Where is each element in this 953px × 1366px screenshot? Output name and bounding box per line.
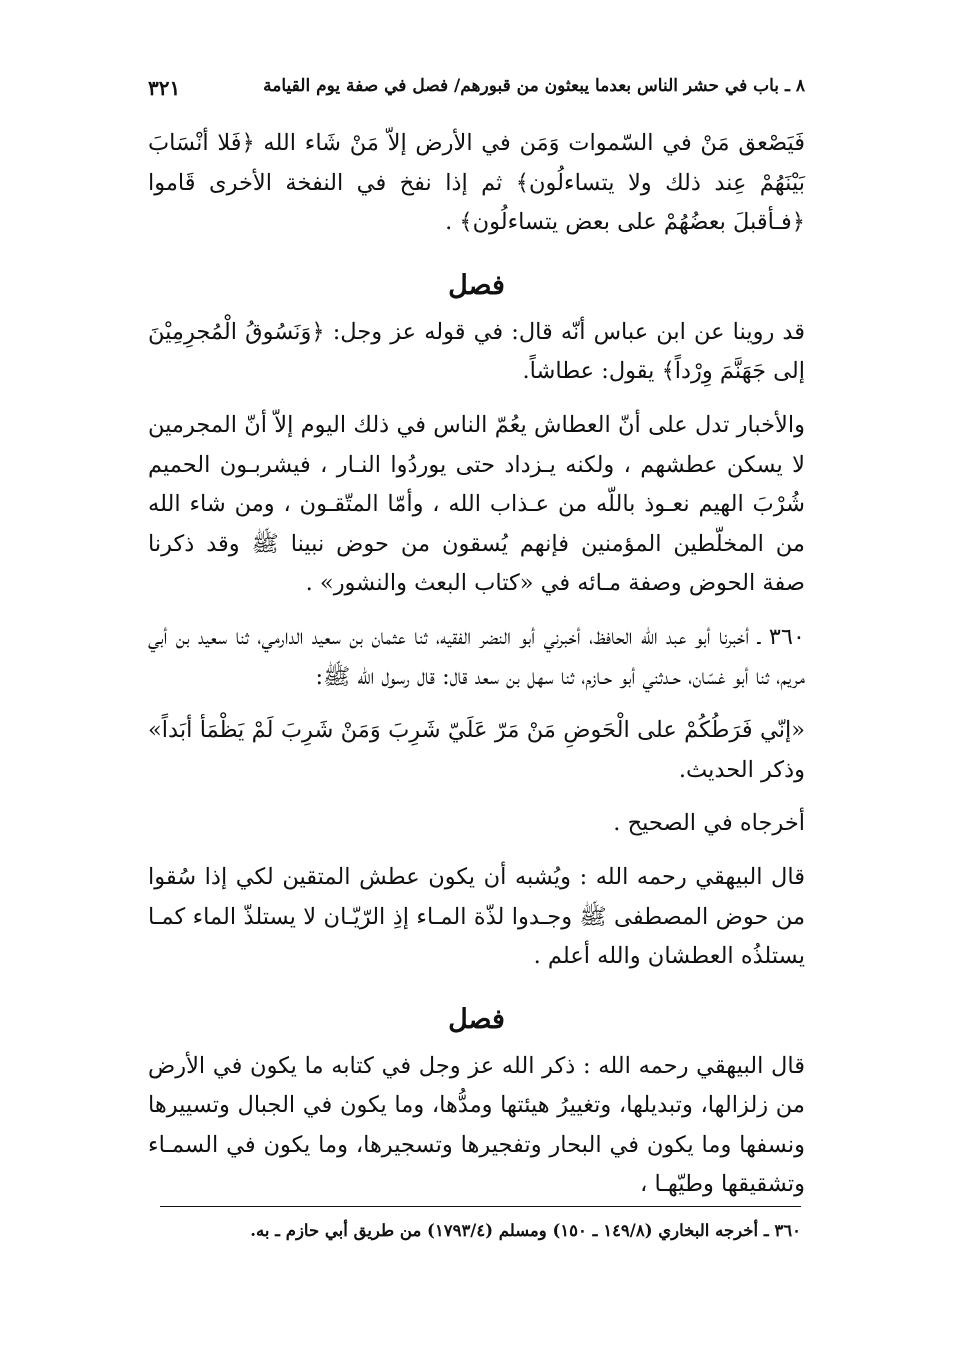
paragraph-2: قد روينا عن ابن عباس أنّه قال: في قوله عز وجل: ﴿وَنَسُوقُ الْمُجرِمِيْنَ إلى جَهَنَّمَ وِرْداً﴾ يقول: عطاشاً. [148, 318, 805, 385]
running-header [148, 76, 805, 106]
paragraph-4: ٣٦٠ ـ أخبرنا أبو عبد الله الحافظ، أخبرني أبو النضر الفقيه، ثنا عثمان بن سعيد الدارمي، ثنا سعيد بن أبي مريم، ثنا أبو غسّان، حـدثني أبو حـازم، ثنا سهل بن سعد قال: قال رسول الله ﷺ: [148, 623, 805, 690]
main-text [148, 124, 805, 1205]
footnote: ٣٦٠ ـ أخرجه البخاري (١٤٩/٨ ـ ١٥٠) ومسلم (١٧٩٣/٤) من طريق أبي حازم ـ به. [250, 1221, 801, 1240]
section-heading-1: فصل [448, 269, 505, 301]
page-number: ٣٢١ [148, 76, 181, 100]
header-title: ٨ ـ باب في حشر الناس بعدما يبعثون من قبورهم/ فصل في صفة يوم القيامة [263, 76, 805, 96]
paragraph-3: والأخبار تدل على أنّ العطاش يعُمّ الناس في ذلك اليوم إلاّ أنّ المجرمين لا يسكن عطشهم ، ولكنه يـزداد حتى يوردُوا النـار ، فيشربـون الحميم شُرْبَ الهيم نعـوذ باللّه من عـذاب الله ، وأمّا المتّقـون ، ومن شاء الله من المخلّطين المؤمنين فإنهم يُسقون من حوض نبينا ﷺ وقد ذكرنا صفة الحوض وصفة مـائه في «كتاب البعث والنشور» . [148, 411, 805, 597]
footnote-rule [160, 1206, 801, 1207]
paragraph-1: فَيَصْعق مَنْ في السّموات وَمَن في الأرض إلاّ مَنْ شَاء الله ﴿فَلا أنْسَابَ بَيْنَهُمْ عِند ذلك ولا يتساءلُون﴾ ثم إذا نفخ في النفخة الأخرى قَاموا ﴿فـأقبلَ بعضُهُمْ على بعض يتساءلُون﴾ . [148, 130, 805, 236]
paragraph-6: أخرجاه في الصحيح . [613, 810, 805, 837]
section-heading-2: فصل [448, 1003, 505, 1035]
paragraph-8: قال البيهقي رحمه الله : ذكر الله عز وجل في كتابه ما يكون في الأرض من زلزالها، وتبديلها، وتغييرُ هيئتها ومدُّها، وما يكون في الجبال وتسييرها ونسفها وما يكون في البحار وتفجيرها وتسجيرها، وما يكون في السمـاء وتشقيقها وطيّهـا ، [148, 1052, 805, 1198]
hadith-text: «إنّي فَرَطُكُمْ على الْحَوضِ مَنْ مَرّ عَلَيّ شَرِبَ وَمَنْ شَرِبَ لَمْ يَظْمَأ أبَداً» وذكر الحديث. [148, 717, 805, 783]
paragraph-7: قال البيهقي رحمه الله : ويُشبه أن يكون عطش المتقين لكي إذا سُقوا من حوض المصطفى ﷺ وجـدوا لذّة المـاء إذِ الرّيّـان لا يستلذّ الماء كمـا يستلذُه العطشان والله أعلم . [148, 863, 805, 970]
